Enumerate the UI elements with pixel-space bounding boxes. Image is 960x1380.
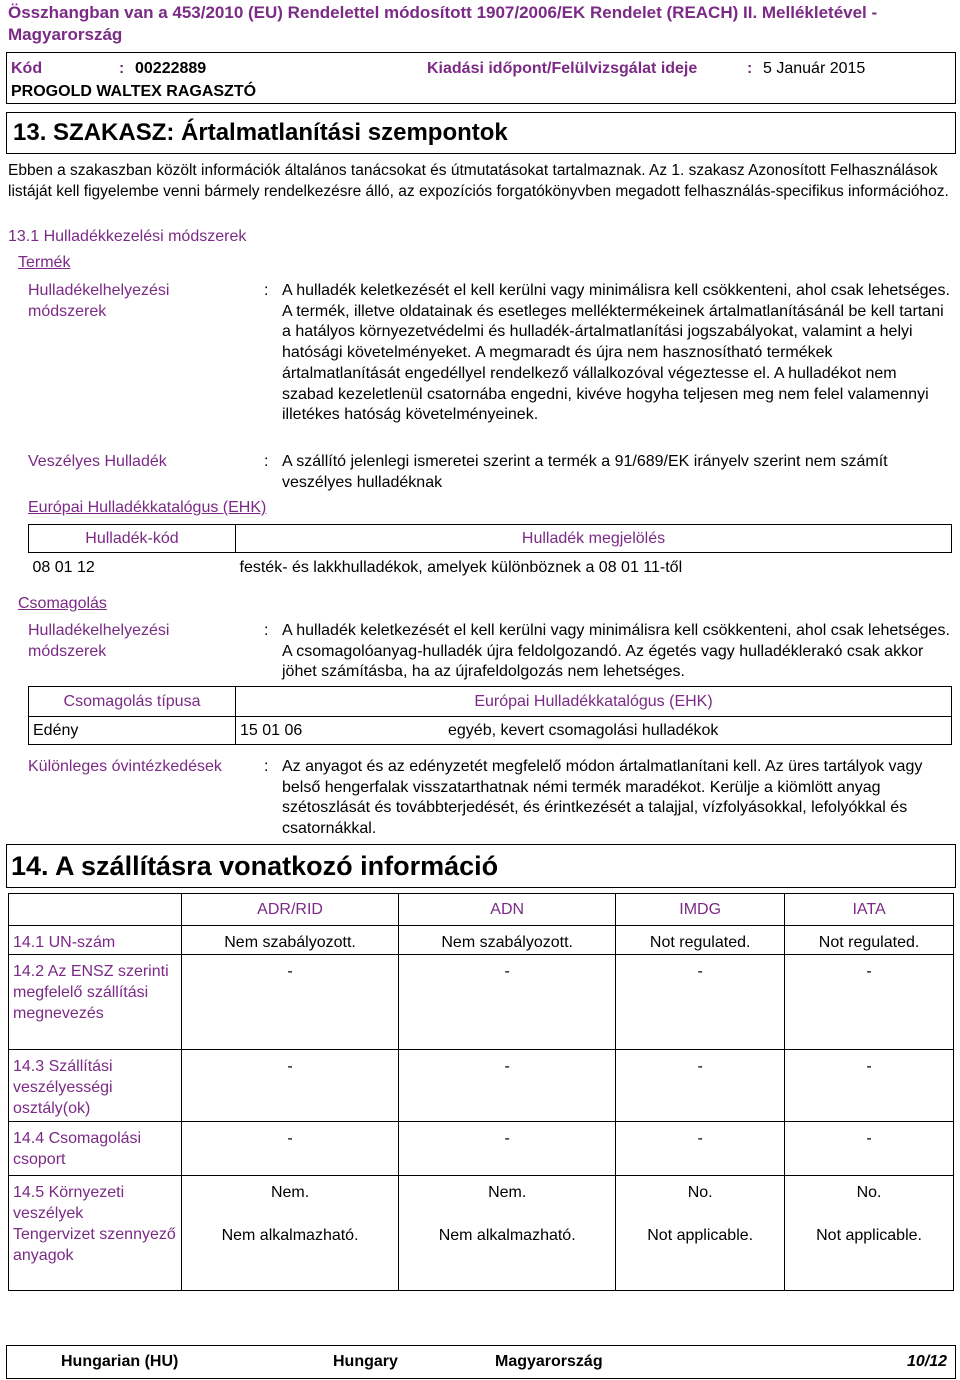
transport-row-label: 14.3 Szállítási veszélyességi osztály(ok) — [9, 1050, 182, 1122]
transport-cell: Not applicable. — [785, 1224, 954, 1290]
product-name: PROGOLD WALTEX RAGASZTÓ — [11, 83, 257, 100]
section-13-title: 13. SZAKASZ: Ártalmatlanítási szempontok — [13, 119, 508, 146]
packaging-heading: Csomagolás — [18, 595, 107, 612]
disposal-methods-label: Hulladékelhelyezési módszerek — [28, 282, 170, 320]
product-info-box — [6, 52, 956, 104]
waste-code-table — [28, 524, 952, 583]
subsection-13-1-title: 13.1 Hulladékkezelési módszerek — [8, 228, 247, 245]
footer-page-number: 10/12 — [907, 1353, 948, 1370]
issue-date-colon: : — [747, 60, 753, 77]
transport-cell: Nem alkalmazható. — [399, 1224, 616, 1290]
packaging-type-cell: Edény — [29, 717, 236, 745]
transport-row-label: 14.4 Csomagolási csoport — [9, 1122, 182, 1176]
transport-cell: - — [182, 1050, 399, 1122]
transport-cell: No. — [616, 1176, 785, 1225]
code-label: Kód — [11, 60, 43, 77]
transport-cell: - — [785, 1050, 954, 1122]
product-heading: Termék — [18, 254, 71, 271]
disposal-colon: : — [264, 282, 269, 299]
packaging-table — [28, 686, 952, 745]
transport-cell: - — [182, 1122, 399, 1176]
transport-header-iata: IATA — [785, 894, 954, 926]
footer-country-local: Magyarország — [495, 1353, 603, 1370]
section-14-title: 14. A szállításra vonatkozó információ — [11, 851, 499, 881]
code-colon: : — [119, 60, 125, 77]
transport-cell: No. — [785, 1176, 954, 1225]
transport-cell: - — [616, 955, 785, 1050]
transport-cell: - — [785, 1122, 954, 1176]
packaging-disposal-text: A hulladék keletkezését el kell kerülni vagy minimálisra kell csökkenteni, ahol csak lehetséges. A csomagolóanyag-hulladék újra feldolgozandó. Az égetés vagy hulladéklerakó csak akkor jöhet számításba, ha az újrafeldolgozás nem lehetséges. — [282, 622, 950, 681]
ewc-heading: Európai Hulladékkatalógus (EHK) — [28, 499, 267, 516]
page-footer — [6, 1345, 956, 1379]
footer-country: Hungary — [333, 1353, 398, 1370]
packaging-type-header: Csomagolás típusa — [29, 687, 236, 717]
transport-corner-cell — [9, 894, 182, 926]
transport-cell: Not regulated. — [785, 926, 954, 955]
transport-row-label: 14.1 UN-szám — [9, 926, 182, 955]
section-13-title-box — [6, 112, 956, 154]
footer-language: Hungarian (HU) — [61, 1353, 179, 1370]
transport-cell: Not applicable. — [616, 1224, 785, 1290]
issue-date-label: Kiadási időpont/Felülvizsgálat ideje — [427, 60, 698, 77]
packaging-ewc-header: Európai Hulladékkatalógus (EHK) — [236, 687, 952, 717]
transport-cell: - — [399, 955, 616, 1050]
transport-table — [8, 893, 954, 1291]
packaging-code-cell: 15 01 06 — [236, 717, 445, 745]
hazardous-waste-label: Veszélyes Hulladék — [28, 453, 167, 470]
issue-date-value: 5 Január 2015 — [763, 60, 866, 77]
precautions-colon: : — [264, 758, 269, 775]
transport-cell: - — [399, 1122, 616, 1176]
transport-cell: Nem szabályozott. — [182, 926, 399, 955]
disposal-methods-text: A hulladék keletkezését el kell kerülni vagy minimálisra kell csökkenteni, ahol csak lehetséges. A termék, illetve oldatainak és esetleges melléktermékeinek ártalmatlanításánál be kell tartani a hatályos környezetvédelmi és hulladék-ártalmatlanítási jogszabályokat, valamint a helyi hatósági követelményeket. A megmaradt és újra nem hasznosítható termékek ártalmatlanítását engedéllyel rendelkező vállalkozóval végeztesse el. A hulladékot nem szabad kezeletlenül csatornába engedni, kivéve hogyha teljesen meg nem felel valamennyi illetékes hatóság követelményeinek. — [282, 282, 950, 424]
transport-cell: - — [399, 1050, 616, 1122]
code-value: 00222889 — [135, 60, 207, 77]
transport-row-label: Tengervizet szennyező anyagok — [9, 1224, 182, 1290]
waste-desc-header: Hulladék megjelölés — [236, 525, 952, 553]
hazardous-colon: : — [264, 453, 269, 470]
transport-cell: - — [616, 1050, 785, 1122]
transport-cell: Nem. — [182, 1176, 399, 1225]
packaging-disposal-label: Hulladékelhelyezési módszerek — [28, 622, 170, 660]
waste-code-cell: 08 01 12 — [32, 558, 95, 576]
transport-row-label: 14.5 Környezeti veszélyek — [9, 1176, 182, 1225]
waste-code-header: Hulladék-kód — [29, 525, 236, 553]
transport-row-label: 14.2 Az ENSZ szerinti megfelelő szállítási megnevezés — [9, 955, 182, 1050]
section-14-title-box — [6, 844, 956, 888]
transport-cell: - — [616, 1122, 785, 1176]
transport-header-adn: ADN — [399, 894, 616, 926]
section-13-intro: Ebben a szakaszban közölt információk általános tanácsokat és útmutatásokat tartalmaznak. Az 1. szakasz Azonosított Felhasználások listáját kell figyelembe venni bármely rendelkezésre álló, az expozíciós forgatókönyvben megadott felhasználás-specifikus információhoz. — [8, 162, 949, 200]
transport-cell: - — [785, 955, 954, 1050]
packaging-disposal-colon: : — [264, 622, 269, 639]
transport-cell: - — [182, 955, 399, 1050]
transport-header-adr: ADR/RID — [182, 894, 399, 926]
hazardous-waste-text: A szállító jelenlegi ismeretei szerint a termék a 91/689/EK irányelv szerint nem számít veszélyes hulladéknak — [282, 453, 888, 491]
transport-cell: Nem alkalmazható. — [182, 1224, 399, 1290]
packaging-desc-cell: egyéb, kevert csomagolási hulladékok — [444, 717, 952, 745]
transport-cell: Nem szabályozott. — [399, 926, 616, 955]
transport-cell: Nem. — [399, 1176, 616, 1225]
special-precautions-label: Különleges óvintézkedések — [28, 758, 222, 775]
special-precautions-text: Az anyagot és az edényzetét megfelelő módon ártalmatlanítani kell. Az üres tartályok vagy belső hengerfalak visszatarthatnak némi termék maradékot. Kerülje a kiömlött anyag szétoszlását és továbbterjedését, és érintkezését a talajjal, vízfolyásokkal, lefolyókkal és csatornákkal. — [282, 758, 923, 838]
waste-desc-cell: festék- és lakkhulladékok, amelyek különböznek a 08 01 11-től — [239, 558, 683, 576]
document-header-title: Összhangban van a 453/2010 (EU) Rendelettel módosított 1907/2006/EK Rendelet (REACH) II. Mellékletével - Magyarország — [8, 3, 878, 44]
transport-header-imdg: IMDG — [616, 894, 785, 926]
transport-cell: Not regulated. — [616, 926, 785, 955]
